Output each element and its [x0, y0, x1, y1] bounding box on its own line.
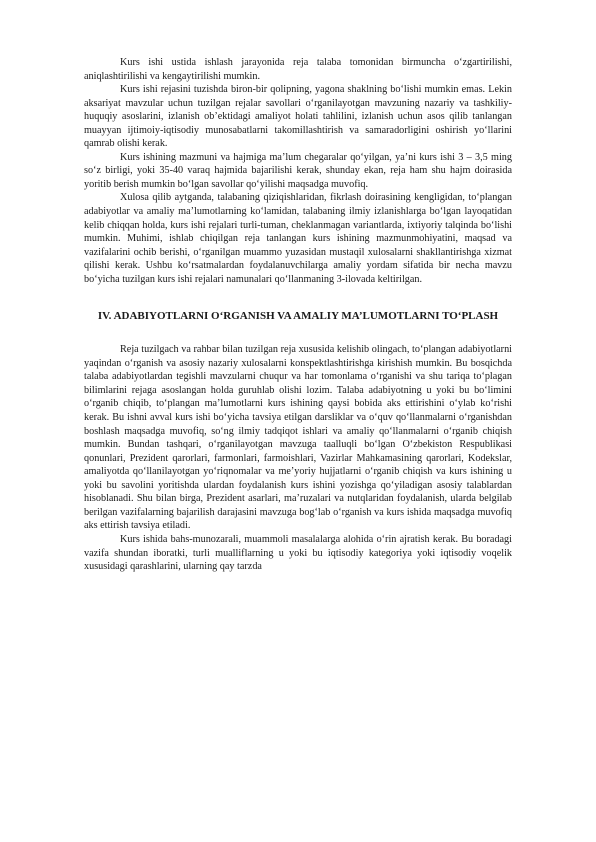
document-page: [84, 56, 512, 574]
paragraph: Kurs ishi ustida ishlash jarayonida reja talaba tomonidan birmuncha o‘zgartirilishi, aniqlashtirilishi va kengaytirilishi mumkin.: [84, 57, 512, 82]
paragraph: Xulosa qilib aytganda, talabaning qiziqishlaridan, fikrlash doirasining kengligidan, to‘plangan adabiyotlar va amaliy ma’lumotlarning ko‘lamidan, talabaning ilmiy izlanishlarga bo‘lgan layoqatidan kelib chiqqan holda, kurs ishi rejalari turli-tuman, cheklanmagan variantlarda, ixtiyoriy talqinda bo‘lishi mumkin. Muhimi, ishlab chiqilgan reja tanlangan kurs ishining mazmunmohiyatini, maqsad va vazifalarini ochib berishi, o‘rganilgan muammo yuzasidan mustaqil xulosalarni shakllantirishga xizmat qilishi kerak. Ushbu ko‘rsatmalardan foydalanuvchilarga amaliy yordam sifatida bir necha mavzu bo‘yicha tuzilgan kurs ishi rejalari namunalari qo‘llanmaning 3-ilovada keltirilgan.: [84, 192, 512, 285]
paragraph: Kurs ishining mazmuni va hajmiga ma’lum chegaralar qo‘yilgan, ya’ni kurs ishi 3 – 3,5 ming so‘z birligi, yoki 35-40 varaq hajmida bajarilishi kerak, shunday ekan, reja ham shu hajm doirasida yoritib berish mumkin bo‘lgan savollar qo‘yilishi maqsadga muvofiq.: [84, 151, 512, 190]
paragraph: Kurs ishida bahs-munozarali, muammoli masalalarga alohida o‘rin ajratish kerak. Bu boradagi vazifa shundan iboratki, turli mualliflarning u yoki bu iqtisodiy kategoriya yoki iqtisodiy voqelik xususidagi qarashlarini, ularning qay tarzda: [84, 533, 512, 573]
section-heading: IV. ADABIYOTLARNI O‘RGANISH VA AMALIY MA’LUMOTLARNI TO‘PLASH: [97, 310, 499, 323]
paragraph: Kurs ishi rejasini tuzishda biron-bir qolipning, yagona shaklning bo‘lishi mumkin emas. Lekin aksariyat mavzular uchun tuzilgan rejalar savollari o‘rganilayotgan mavzuning nazariy va tashkiliy-huquqiy asoslarini, izlanish ob’ektidagi amaliyot holati tahlilini, izlanish uchun asos qilib tanlangan muayyan ijtimoiy-iqtisodiy munosabatlarni takomillashtirish va samaradorligini oshirish yo‘llarini qamrab olishi kerak.: [84, 84, 512, 150]
paragraph: Reja tuzilgach va rahbar bilan tuzilgan reja xususida kelishib olingach, to‘plangan adabiyotlarni yaqindan o‘rganish va asosiy nazariy xulosalarni konspektlashtirishga kirishish mumkin. Bu bosqichda talaba adabiyotlardan tegishli mavzularni chuqur va har tomonlama o‘rganishi va shu tariqa to‘plagan bilimlarini rejaga asoslangan holda guruhlab olishi lozim. Talaba adabiyotning u yoki bu bo‘limini o‘rganib chiqib, to‘plangan ma’lumotlarni kurs ishining qaysi bobida aks ettirishini o‘ylab ko‘rishi kerak. Bu ishni avval kurs ishi bo‘yicha tavsiya etilgan darsliklar va o‘quv qo‘llanmalarni o‘rganishdan boshlash maqsadga muvofiq, so‘ng ilmiy tadqiqot ishlari va amaliy qo‘llanmalarni o‘rganib chiqish mumkin. Bundan tashqari, o‘rganilayotgan mavzuga taalluqli bo‘lgan O‘zbekiston Respublikasi qonunlari, Prezident qarorlari, farmonlari, farmoishlari, Vazirlar Mahkamasining qarorlari, Kodekslar, amaliyotda qo‘llanilayotgan yo‘riqnomalar va me’yoriy hujjatlarni o‘rganib chiqish va kurs ishining u yoki bu savolini yoritishda ulardan foydalanish kurs ishini yozishga qo‘yiladigan asosiy talablardan hisoblanadi. Shu bilan birga, Prezident asarlari, ma’ruzalari va nutqlaridan foydalanish, ularda belgilab berilgan vazifalarning bajarilish darajasini mavzuga bog‘lab o‘rganish va kurs ishida maqsadga muvofiq aks ettirish tavsiya etiladi.: [84, 344, 512, 532]
